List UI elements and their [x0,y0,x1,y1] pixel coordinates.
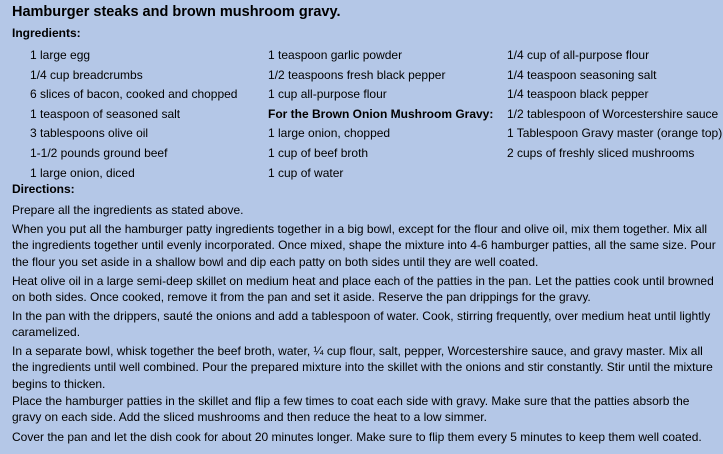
direction-step: Prepare all the ingredients as stated above. [12,203,244,217]
ingredient-item: 1/4 teaspoon seasoning salt [507,67,657,82]
ingredients-column-3 [507,46,722,164]
ingredient-item: 1 large onion, chopped [268,126,391,141]
ingredient-item: 1/2 teaspoons fresh black pepper [268,67,446,82]
ingredient-item: 1 large egg [30,48,91,62]
ingredient-item: 2 cups of freshly sliced mushrooms [507,145,695,160]
ingredient-item: 1/2 tablespoon of Worcestershire sauce [507,106,719,121]
direction-step: In a separate bowl, whisk together the beef broth, water, ¼ cup flour, salt, pepper, Worcestershire sauce, and gravy master. Mix all the ingredients until well combined. Pour the prepared mixture into the skillet with the onions and stir constantly. Stir until the mixture begins to thicken. [12,344,713,391]
ingredient-item: 1 cup of water [268,165,344,180]
ingredient-item: 1 cup all-purpose flour [268,87,387,102]
ingredient-item: 1/4 cup of all-purpose flour [507,48,650,62]
ingredients-column-2 [268,46,493,183]
direction-step: Heat olive oil in a large semi-deep skillet on medium heat and place each of the patties in the pan. Let the patties cook until browned on both sides. Once cooked, remove it from the pan and set it aside. Reserve the pan drippings for the gravy. [12,274,714,305]
ingredient-item: 1/4 cup breadcrumbs [30,67,143,82]
ingredient-item: 3 tablespoons olive oil [30,126,149,141]
ingredient-item: 1-1/2 pounds ground beef [30,145,168,160]
ingredient-item: 1 Tablespoon Gravy master (orange top) [507,126,723,141]
gravy-subheading: For the Brown Onion Mushroom Gravy: [268,106,494,121]
direction-step: In the pan with the drippers, sauté the onions and add a tablespoon of water. Cook, stirring frequently, over medium heat until lightly caramelized. [12,309,711,340]
ingredient-item: 1/4 teaspoon black pepper [507,87,649,102]
ingredient-item: 6 slices of bacon, cooked and chopped [30,87,238,102]
recipe-title: Hamburger steaks and brown mushroom gravy. [12,4,341,20]
ingredients-heading: Ingredients: [12,26,81,40]
ingredient-item: 1 large onion, diced [30,165,135,180]
ingredient-item: 1 teaspoon garlic powder [268,48,403,62]
ingredient-item: 1 teaspoon of seasoned salt [30,106,181,121]
ingredients-column-1 [30,46,237,183]
directions-heading: Directions: [12,182,75,196]
direction-step: Cover the pan and let the dish cook for about 20 minutes longer. Make sure to flip them every 5 minutes to keep them well coated. [12,430,702,444]
ingredient-item: 1 cup of beef broth [268,145,369,160]
direction-step: When you put all the hamburger patty ingredients together in a big bowl, except for the flour and olive oil, mix them together. Mix all the ingredients together until evenly incorporated. Once mixed, shape the mixture into 4-6 hamburger patties, all the same size. Pour the flour you set aside in a shallow bowl and dip each patty on both sides until they are well coated. [12,222,716,269]
direction-step: Place the hamburger patties in the skillet and flip a few times to coat each side with gravy. Make sure that the patties absorb the gravy on each side. Add the sliced mushrooms and then reduce the heat to a low simmer. [12,394,690,425]
